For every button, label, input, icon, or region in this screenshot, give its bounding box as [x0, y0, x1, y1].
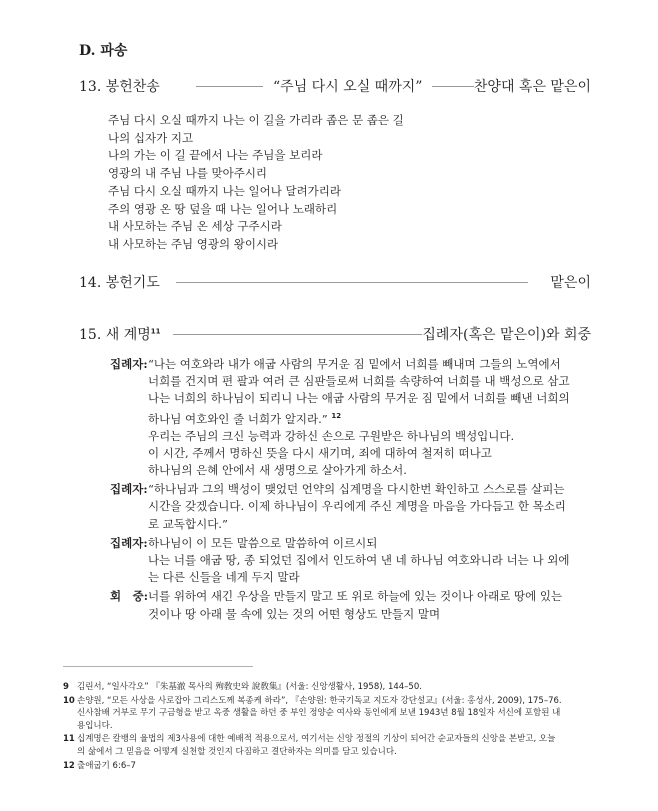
lyric-line: 주님 다시 오실 때까지 나는 일어나 달려가리라: [108, 183, 342, 198]
responsive-reading: [79, 356, 599, 625]
entry-text: 너를 위하여 새긴 우상을 만들지 말고 또 위로 하늘에 있는 것이나 아래로 땅에 있는 것이나 땅 아래 물 속에 있는 것의 어떤 형상도 만들지 말며: [148, 589, 563, 621]
leader-line: [176, 282, 528, 283]
footnote-number: 9: [63, 682, 69, 692]
speaker-label: 집례자:: [110, 535, 148, 550]
lyric-line: 나의 가는 이 길 끝에서 나는 주님을 보리라: [108, 148, 323, 163]
footnote: [63, 760, 603, 773]
order-item-offering-hymn: [79, 76, 591, 96]
lyric-line: 주님 다시 오실 때까지 나는 이 길을 가리라 좁은 문 좁은 길: [108, 113, 404, 127]
footnote-text: 십계명은 칼뱅의 율법의 제3사용에 대한 예배적 적용으로서, 여기서는 신앙 정절의 기상이 되어간 순교자들의 신앙을 본받고, 오늘 의 삶에서 그 믿음을 어떻게 실천할 것인지 다짐하고 결단하자는 의미를 담고 있습니다.: [77, 734, 556, 757]
item-label: 14. 봉헌기도: [79, 275, 160, 291]
leader-line: [196, 86, 263, 87]
footnote-ref: 11: [150, 327, 161, 336]
order-item-offering-prayer: [79, 272, 591, 292]
lyric-line: 나의 십자가 지고: [108, 130, 194, 145]
entry-text: “하나님과 그의 백성이 맺었던 언약의 십계명을 다시한번 확인하고 스스로를 살피는 시간을 갖겠습니다. 이제 하나님이 우리에게 주신 계명을 마음을 가다듬고 한 목소리 로 교독합시다.”: [148, 482, 566, 531]
order-item-new-commandment: [79, 324, 591, 344]
speaker-label: 집례자:: [110, 357, 148, 371]
item-title: “주님 다시 오실 때까지”: [273, 79, 423, 95]
footnotes: [63, 681, 603, 773]
entry-text: “나는 여호와라 내가 애굽 사람의 무거운 짐 밑에서 너희를 빼내며 그들의 노역에서 너희를 건지며 편 팔과 여러 큰 심판들로써 너희를 속량하여 너희를 내 백성으로 삼고 나는 너희의 하나님이 되리니 나는 애굽 사람의 무거운 짐 밑에서 너희를 빼낸 너희의 하나님 여호와인 줄 너희가 알지라.” $^{12}$ 우리는 주님의 크신 능력과 강하신 손으로 구원받은 하나님의 백성입니다. 이 시간, 주께서 명하신 뜻을 다시 새기며, 죄에 대하여 철저히 떠나고 하나님의 은혜 안에서 새 생명으로 살아가게 하소서.: [148, 357, 570, 478]
lyric-line: 내 사모하는 주님 영광의 왕이시라: [108, 236, 279, 251]
footnote-number: 11: [63, 734, 75, 745]
lyric-line: 내 사모하는 주님 온 세상 구주시라: [108, 219, 282, 234]
speaker-label: 회 중:: [110, 589, 148, 604]
entry-text: 하나님이 이 모든 말씀으로 말씀하여 이르시되 나는 너를 애굽 땅, 종 되었던 집에서 인도하여 낸 네 하나님 여호와니라 너는 나 외에 는 다른 신들을 네게 두지 말라: [148, 535, 570, 585]
footnote-text: 손양원, “모든 사상을 사로잡아 그리스도께 복종케 하라”, 『손양원: 한국기독교 지도자 강단설교』(서울: 홍성사, 2009), 175–76. 신사참배 거부로 무기 구금형을 받고 옥중 생활을 하던 중 부인 정양순 여사와 동인에게 보낸 1943년 8월 18일자 서신에 포함된 내 용입니다.: [77, 695, 562, 731]
leader-line: [432, 86, 474, 87]
rite-entry: [79, 356, 599, 479]
lyric-line: 주의 영광 온 땅 덮을 때 나는 일어나 노래하리: [108, 201, 338, 216]
footnote-number: 12: [63, 760, 75, 771]
footnote-ref: 12: [331, 411, 342, 420]
item-leader: 찬양대 혹은 맡은이: [473, 79, 591, 95]
hymn-lyrics: [108, 112, 404, 254]
rite-entry: [79, 588, 599, 622]
rite-entry: [79, 481, 599, 533]
item-leader: 맡은이: [550, 275, 591, 291]
item-label-text: 15. 새 계명: [79, 327, 151, 343]
item-label: 13. 봉헌찬송: [79, 79, 160, 95]
footnote-number: 10: [63, 695, 75, 706]
item-leader: 집례자(혹은 맡은이)와 회중: [422, 327, 591, 343]
leader-line: [173, 334, 423, 335]
footnote-rule: [63, 666, 253, 667]
rite-entry: [79, 535, 599, 587]
footnote: [63, 733, 603, 758]
item-label: [79, 324, 161, 344]
footnote-text: 출애굽기 6:6–7: [77, 760, 136, 771]
speaker-label: 집례자:: [110, 482, 148, 497]
section-title: D. 파송: [79, 43, 128, 59]
lyric-line: 영광의 내 주님 나를 맞아주시리: [108, 166, 268, 181]
footnote: [63, 681, 603, 694]
footnote: [63, 695, 603, 733]
footnote-text: 김린서, “일사각오” 『朱基澈 목사의 殉敎史와 說敎集』(서울: 신앙생활사, 1958), 144–50.: [77, 682, 422, 692]
